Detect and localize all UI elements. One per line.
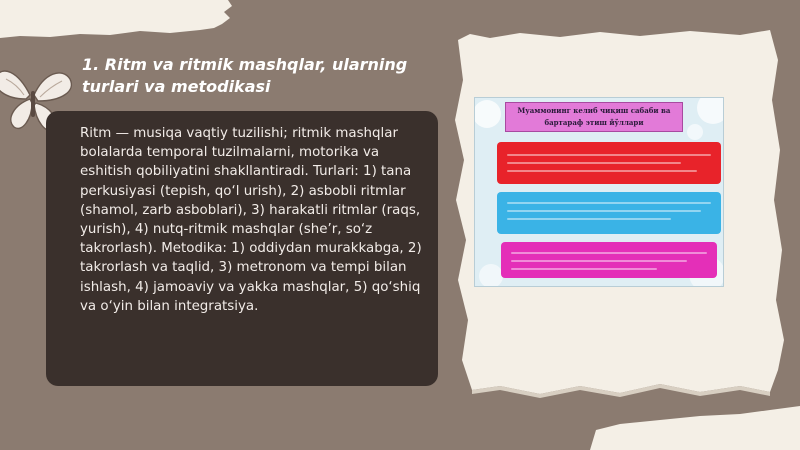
image-box-pink (501, 242, 717, 278)
slide-body-text: Ritm — musiqa vaqtiy tuzilishi; ritmik mashqlar bolalarda temporal tuzilmalarni, motorika va eshitish qobiliyatini shakllantiradi. Turlari: 1) tana perkusiyasi (tepish, qo‘l urish), 2) asbobli ritmlar (shamol, zarb asboblari), 3) harakatli ritmlar (raqs, yurish), 4) nutq-ritmik mashqlar (she’r, so‘z takrorlash). Metodika: 1) oddiydan murakkabga, 2) takrorlash va taqlid, 3) metronom va tempi bilan ishlash, 4) jamoaviy va yakka mashqlar, 5) qo‘shiq va o‘yin bilan integratsiya. (80, 126, 422, 314)
image-box-red (497, 142, 721, 184)
embedded-image (474, 97, 724, 287)
image-box-blue (497, 192, 721, 234)
image-heading: Муаммонинг келиб чиқиш сабаби ва бартараф этиш йўллари (505, 102, 683, 132)
slide-title: 1. Ritm va ritmik mashqlar, ularning turlari va metodikasi (82, 55, 408, 96)
